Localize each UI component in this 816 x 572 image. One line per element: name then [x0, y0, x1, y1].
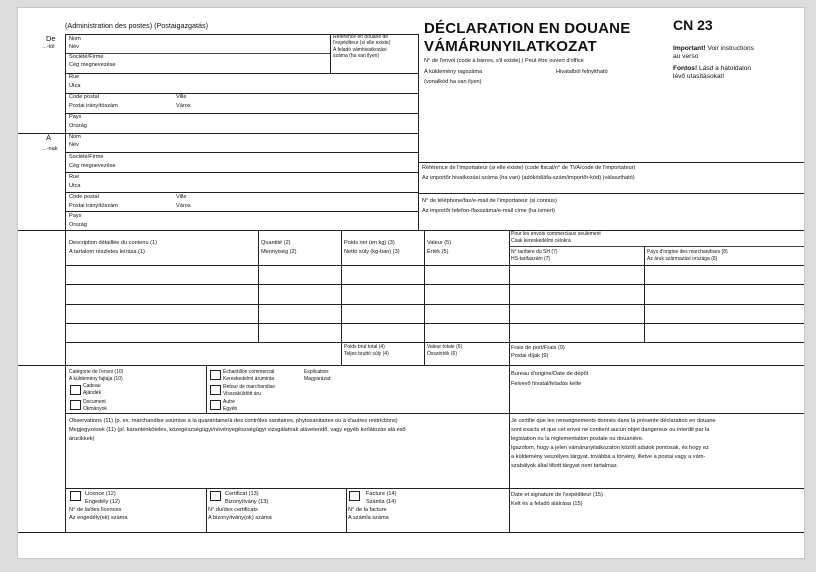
licence-number-label-hu: Az engedély(ek) száma	[69, 515, 128, 521]
form-title-hu: VÁMÁRUNYILATKOZAT	[424, 38, 597, 55]
rule	[18, 230, 804, 231]
rule	[206, 365, 207, 414]
to-label: À	[46, 133, 52, 142]
importer-ref-label-hu: Az importőr hivatkozási száma (ha van) (adókód/áfa-szám/importőr-kód) (választható)	[422, 175, 635, 181]
returned-goods-label-hu: Visszaküldött áru	[223, 391, 261, 397]
certificate-checkbox[interactable]	[210, 491, 221, 501]
rule	[66, 323, 804, 324]
postal-charges-label-fr: Frais de port/Frais (9)	[511, 345, 565, 351]
commercial-only-label-fr: Pour les envois commerciaux seulement	[511, 231, 601, 237]
rule	[341, 230, 342, 365]
addressee-city-label-hu: Város	[176, 203, 191, 209]
net-weight-header-fr: Poids net (en kg) (3)	[344, 240, 395, 246]
sender-city-label-fr: Ville	[176, 94, 187, 100]
certification-text-1: Je certifie que les renseignements donnés dans la présente déclaration en douane	[511, 418, 716, 424]
important-note-hu-2: lévő utasításokat!	[673, 73, 725, 80]
addressee-name-label-hu: Név	[69, 142, 79, 148]
signature-label-hu: Kelt és a feladó aláírása (15)	[511, 501, 583, 507]
rule	[66, 172, 418, 173]
invoice-checkbox[interactable]	[349, 491, 360, 501]
gross-weight-label-hu: Teljes bruttó súly (4)	[344, 351, 389, 357]
rule	[66, 113, 418, 114]
explanation-label-hu: Magyarázat:	[304, 376, 332, 382]
importer-contact-label-hu: Az importőr telefon-/faxszáma/e-mail címe (ha ismert)	[422, 208, 556, 214]
observations-field[interactable]	[66, 414, 509, 488]
rule	[65, 34, 66, 230]
sender-ref-label-4: száma (ha van ilyen)	[333, 53, 380, 59]
rule	[66, 192, 418, 193]
sender-company-label-fr: Société/Firme	[69, 54, 104, 60]
from-label: De	[46, 34, 56, 43]
invoice-number-label-fr: N° de la facture	[348, 507, 387, 513]
document-label-hu: Okmányok	[83, 406, 107, 412]
rule	[66, 211, 418, 212]
invoice-label-hu: Számla (14)	[366, 499, 397, 505]
rule	[424, 230, 425, 365]
importer-ref-label-fr: Référence de l'importateur (si elle existe) (code fiscal/n° de TVA/code de l'importateur)	[422, 165, 636, 171]
certification-text-3: législation ou la réglementation postale ou douanière.	[511, 436, 644, 442]
addressee-postcode-label-hu: Postai irányítószám	[69, 203, 118, 209]
value-header-fr: Valeur (5)	[427, 240, 452, 246]
sender-name-label-hu: Név	[69, 44, 79, 50]
returned-goods-label-fr: Retour de marchandise	[223, 384, 275, 390]
sender-postcode-label-hu: Postai irányítószám	[69, 103, 118, 109]
addressee-country-label-hu: Ország	[69, 222, 88, 228]
postal-administration-label: (Administration des postes) (Postaigazgatás)	[65, 21, 209, 30]
certificate-label-hu: Bizonyítvány (13)	[225, 499, 269, 505]
item-number-label-fr: N° de l'envoi (code à barres, s'il existe) | Peut être ouvert d'office	[424, 58, 584, 64]
office-of-origin-label-hu: Felvevő hivatal/feladás kelte	[511, 381, 582, 387]
explanation-field[interactable]	[338, 368, 508, 414]
office-of-origin-label-fr: Bureau d'origine/Date de dépôt	[511, 371, 589, 377]
licence-number-label-fr: N° de la/des licences	[69, 507, 122, 513]
item-number-label-hu: A küldemény ragszáma	[424, 69, 483, 75]
rule	[66, 284, 804, 285]
addressee-city-label-fr: Ville	[176, 194, 187, 200]
licence-checkbox[interactable]	[70, 491, 81, 501]
certificate-number-label-hu: A bizonyítvány(ok) száma	[208, 515, 272, 521]
rule	[66, 413, 804, 414]
sender-city-label-hu: Város	[176, 103, 191, 109]
addressee-postcode-label-fr: Code postal	[69, 194, 99, 200]
important-note-fr: Important! Voir instructions	[673, 45, 754, 52]
addressee-street-label-hu: Utca	[69, 183, 81, 189]
barcode-label-hu: (vonalkód ha van ilyen)	[424, 79, 482, 85]
gift-checkbox[interactable]	[70, 385, 81, 395]
form-title-fr: DÉCLARATION EN DOUANE	[424, 20, 631, 37]
other-checkbox[interactable]	[210, 400, 221, 410]
rule	[66, 265, 804, 266]
rule	[346, 488, 347, 532]
gross-weight-label-fr: Poids brut total (4)	[344, 344, 385, 350]
invoice-number-label-hu: A számla száma	[348, 515, 389, 521]
sender-ref-label-2: l'expéditeur (si elle existe)	[333, 40, 391, 46]
commercial-sample-checkbox[interactable]	[210, 370, 221, 380]
certification-text-5: a küldemény veszélyes tárgyat, továbbá a törvény, illetve a postai vagy a vám-	[511, 454, 706, 460]
document-label-fr: Document	[83, 399, 106, 405]
rule	[66, 152, 418, 153]
sender-street-label-hu: Utca	[69, 83, 81, 89]
licence-label-fr: Licence (12)	[85, 491, 116, 497]
rule	[66, 34, 418, 35]
certification-text-4: Igazolom, hogy a jelen vámárunyilatkozaton közölt adatok pontosak, és hogy ez	[511, 445, 709, 451]
sender-ref-label-3: A feladó vámhivatkozási	[333, 47, 387, 53]
rule	[418, 34, 419, 230]
rule	[418, 162, 804, 163]
sender-company-label-hu: Cég megnevezése	[69, 62, 116, 68]
addressee-street-label-fr: Rue	[69, 174, 80, 180]
quantity-header-hu: Mennyiség (2)	[261, 249, 297, 255]
from-label-hu: ...-tól	[42, 44, 55, 50]
addressee-name-label-fr: Nom	[69, 134, 81, 140]
observations-label-hu: Megjegyzések (11) (pl. karanténköteles, közegészségügyi/növényegészségügyi vizsgálatnak alávetendő, vagy egyéb korlátozás alá eső	[69, 427, 406, 433]
rule	[258, 230, 259, 343]
hs-tariff-header-fr: N° tarifaire du SH (7)	[511, 249, 558, 255]
certificate-label-fr: Certificat (13)	[225, 491, 259, 497]
invoice-label-fr: Facture (14)	[366, 491, 397, 497]
addressee-company-label-hu: Cég megnevezése	[69, 163, 116, 169]
importer-contact-label-fr: N° de téléphone/fax/e-mail de l'importateur (si connus)	[422, 198, 557, 204]
sender-street-label-fr: Rue	[69, 74, 80, 80]
hs-tariff-header-hu: HS-tarifaszám (7)	[511, 256, 551, 262]
total-value-label-hu: Összérték (6)	[427, 351, 458, 357]
rule	[66, 342, 804, 343]
licence-label-hu: Engedély (12)	[85, 499, 120, 505]
form-code: CN 23	[673, 17, 713, 33]
commercial-only-label-hu: Csak kereskedelmi célokra	[511, 238, 571, 244]
description-header-fr: Description détaillée du contenu (1)	[69, 240, 157, 246]
value-header-hu: Érték (5)	[427, 249, 449, 255]
origin-header-fr: Pays d'origine des marchandises (8)	[647, 249, 728, 255]
important-note-hu: Fontos! Lásd a hátoldalon	[673, 65, 752, 72]
rule	[18, 133, 418, 134]
commercial-sample-label-hu: Kereskedelmi áruminta	[223, 376, 275, 382]
category-header-fr: Catégorie de l'envoi (10)	[69, 369, 124, 375]
gift-label-fr: Cadeau	[83, 383, 101, 389]
observations-label-hu-2: árucikkek)	[69, 436, 95, 442]
opened-officially-label-hu: Hivatalból felnyitható	[556, 69, 608, 75]
returned-goods-checkbox[interactable]	[210, 385, 221, 395]
observations-label-fr: Observations (11) (p. ex. marchandise soumise à la quarantaine/à des contrôles sanitaires, phytosanitaires ou à d'autres restrictions)	[69, 418, 398, 424]
other-label-hu: Egyéb	[223, 406, 238, 412]
postal-charges-label-hu: Postai díjak (9)	[511, 353, 549, 359]
certificate-number-label-fr: N° du/des certificats	[208, 507, 258, 513]
document-checkbox[interactable]	[70, 400, 81, 410]
addressee-country-label-fr: Pays	[69, 213, 82, 219]
sender-name-field[interactable]	[66, 35, 330, 63]
rule	[644, 246, 645, 343]
origin-header-hu: Az áruk származási országa (8)	[647, 256, 718, 262]
rule	[66, 304, 804, 305]
rule	[418, 193, 804, 194]
explanation-label-fr: Explication:	[304, 369, 330, 375]
rule	[509, 230, 510, 532]
net-weight-header-hu: Nettó súly (kg-ban) (3)	[344, 249, 400, 255]
to-label-hu: ...-nak	[42, 146, 58, 152]
sender-ref-label-1: Référence en douane de	[333, 34, 389, 40]
sender-name-label-fr: Nom	[69, 36, 81, 42]
other-label-fr: Autre	[223, 399, 235, 405]
signature-label-fr: Date et signature de l'expéditeur (15)	[511, 492, 603, 498]
rule	[66, 53, 330, 54]
quantity-header-fr: Quantité (2)	[261, 240, 291, 246]
certification-text-2: sont exacts et que cet envoi ne contient aucun objet dangereux ou interdit par la	[511, 427, 710, 433]
rule	[510, 246, 804, 247]
addressee-name-field[interactable]	[66, 134, 418, 152]
rule	[330, 34, 331, 73]
addressee-company-label-fr: Société/Firme	[69, 154, 104, 160]
total-value-label-fr: Valeur totale (6)	[427, 344, 463, 350]
rule	[65, 230, 66, 532]
rule	[18, 532, 804, 533]
certification-text-6: szabályok által tiltott tárgyat nem tartalmaz.	[511, 463, 619, 469]
sender-country-label-fr: Pays	[69, 114, 82, 120]
rule	[66, 73, 418, 74]
rule	[66, 488, 804, 489]
rule	[206, 488, 207, 532]
rule	[18, 365, 804, 366]
rule	[66, 93, 418, 94]
category-header-hu: A küldemény fajtája (10)	[69, 376, 123, 382]
gift-label-hu: Ajándék	[83, 390, 102, 396]
customs-declaration-form	[18, 8, 804, 558]
sender-postcode-label-fr: Code postal	[69, 94, 99, 100]
important-note-fr-2: au verso	[673, 53, 699, 60]
commercial-sample-label-fr: Échantillon commercial	[223, 369, 275, 375]
description-header-hu: A tartalom részletes leírása (1)	[69, 249, 145, 255]
sender-country-label-hu: Ország	[69, 123, 88, 129]
